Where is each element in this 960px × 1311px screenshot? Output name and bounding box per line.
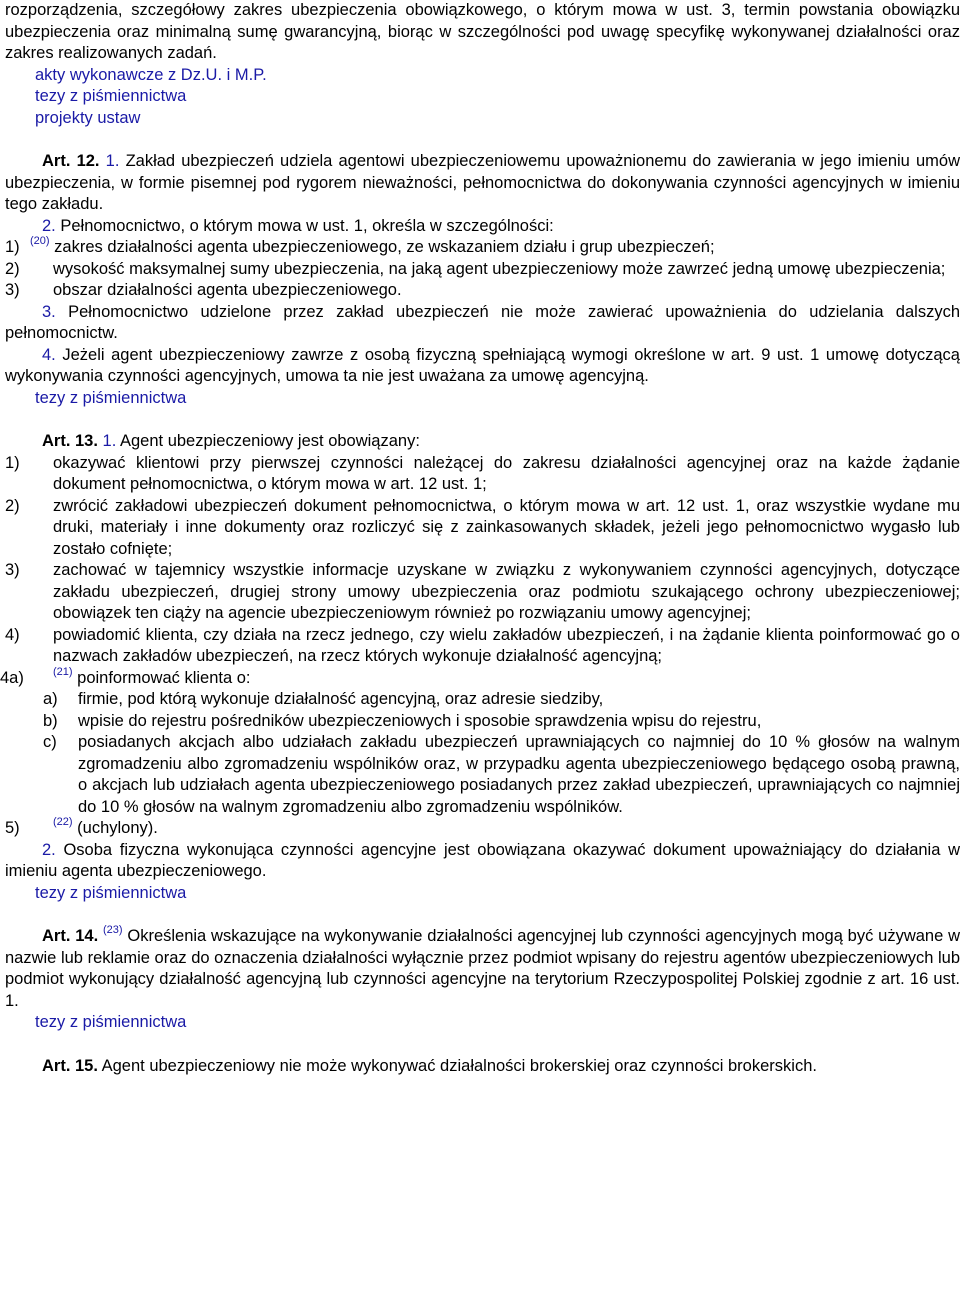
link-draft-laws[interactable]: projekty ustaw xyxy=(35,108,141,127)
art-13-title: Art. 13. xyxy=(42,432,98,450)
art-13-item-4-text: powiadomić klienta, czy działa na rzecz jednego, czy wielu zakładów ubezpieczeń, i na żądanie klienta poinformować go o nazwach zakładów ubezpieczeń, na rzecz których wykonuje działalność agencyjną; xyxy=(53,625,960,665)
art-13-item-4a xyxy=(0,665,960,690)
art-13-subitem-b-text: wpisie do rejestru pośredników ubezpieczeniowych i sposobie sprawdzenia wpisu do rejestru, xyxy=(78,711,762,730)
art-14-title: Art. 14. xyxy=(42,927,99,945)
art-13-item-4 xyxy=(5,625,960,668)
art-13-p1-number: 1. xyxy=(102,432,117,450)
art-12-item-2-number: 2) xyxy=(5,259,20,278)
art-12-item-3-text: obszar działalności agenta ubezpieczeniowego. xyxy=(53,281,402,299)
art-13-subitem-b-letter: b) xyxy=(43,711,58,730)
art-13-item-3-number: 3) xyxy=(5,561,20,579)
art-12-item-1 xyxy=(5,237,960,259)
art-12-item-3 xyxy=(5,280,960,302)
art-12-item-1-text: zakres działalności agenta ubezpieczeniowego, ze wskazaniem działu i grup ubezpieczeń; xyxy=(54,238,715,256)
art-13-item-2 xyxy=(5,496,960,561)
art-13-item-1-number: 1) xyxy=(5,453,20,472)
art-15-paragraph xyxy=(5,1056,960,1078)
art-12-item-1-number: 1) xyxy=(5,238,20,256)
footnote-ref-20[interactable]: (20) xyxy=(30,235,50,247)
art-13-item-2-text: zwrócić zakładowi ubezpieczeń dokument pełnomocnictwa, o którym mowa w art. 12 ust. 1, oraz wszystkie wydane mu druki, materiały i inne dokumenty oraz rozliczyć się z zainkasowanych składek, jeżeli jego pełnomocnictwo wygasło lub zostało cofnięte; xyxy=(53,496,960,558)
art-13-link-literature-theses[interactable]: tezy z piśmiennictwa xyxy=(35,883,187,902)
art-13-item-3 xyxy=(5,560,960,625)
art-13-item-4a-text: poinformować klienta o: xyxy=(77,668,251,687)
art-13-item-4a-number: 4a) xyxy=(0,668,24,687)
art-12-paragraph-1 xyxy=(5,151,960,216)
art-13-subitem-b xyxy=(5,711,960,733)
art-12-p4-text: Jeżeli agent ubezpieczeniowy zawrze z osobą fizyczną spełniającą wymogi określone w art. 9 ust. 1 umowę dotyczącą wykonywania czynności agencyjnych, umowa ta nie jest uważana za umowę agencyjną. xyxy=(5,345,960,385)
art-13-subitem-c-text: posiadanych akcjach albo udziałach zakładu ubezpieczeń uprawniających co najmniej do 10 % głosów na walnym zgromadzeniu albo zgromadzeniu wspólników oraz, w przypadku agenta ubezpieczeniowego będącego osobą prawną, o akcjach lub udziałach agenta ubezpieczeniowego posiadanych przez zakład ubezpieczeń, uprawniających co najmniej do 10 % głosów na walnym zgromadzeniu albo zgromadzeniu wspólników. xyxy=(78,733,960,816)
art-12-item-2-text: wysokość maksymalnej sumy ubezpieczenia, na jaką agent ubezpieczeniowy może zawrzeć jedną umowę ubezpieczenia; xyxy=(53,259,946,278)
art-13-item-4-number: 4) xyxy=(5,625,20,644)
art-12-title: Art. 12. xyxy=(42,152,100,170)
art-14-paragraph xyxy=(5,926,960,1012)
art-12-p3-number: 3. xyxy=(42,302,56,321)
art-13-subitem-a xyxy=(5,689,960,711)
art-12-item-2 xyxy=(5,259,960,281)
art-13-subitem-c xyxy=(5,732,960,818)
art-15-title: Art. 15. xyxy=(42,1056,98,1075)
art-12-p3-text: Pełnomocnictwo udzielone przez zakład ubezpieczeń nie może zawierać upoważnienia do udzielania dalszych pełnomocnictw. xyxy=(5,302,960,342)
art-13-item-2-number: 2) xyxy=(5,496,20,515)
art-12-paragraph-3 xyxy=(5,302,960,345)
art-13-p2-number: 2. xyxy=(42,840,56,859)
art-12-p4-number: 4. xyxy=(42,345,56,364)
art-12-p1-text: Zakład ubezpieczeń udziela agentowi ubezpieczeniowemu upoważnionemu do zawierania w jego imieniu umów ubezpieczenia, w formie pisemnej pod rygorem nieważności, pełnomocnictwa do dokonywania czynności agencyjnych w imieniu tego zakładu. xyxy=(5,152,960,213)
art-12-link-literature-theses[interactable]: tezy z piśmiennictwa xyxy=(35,388,187,407)
art-13-p1-text: Agent ubezpieczeniowy jest obowiązany: xyxy=(119,432,420,450)
art-13-p2-text: Osoba fizyczna wykonująca czynności agencyjne jest obowiązana okazywać dokument upoważniający do działania w imieniu agenta ubezpieczeniowego. xyxy=(5,840,960,880)
art-13-item-1-text: okazywać klientowi przy pierwszej czynności należącej do zakresu działalności agencyjnej oraz na każde żądanie dokument pełnomocnictwa, o którym mowa w art. 12 ust. 1; xyxy=(53,453,960,493)
footnote-ref-21[interactable]: (21) xyxy=(53,665,73,678)
art-13-paragraph-1 xyxy=(5,431,960,453)
art-13-item-5-text: (uchylony). xyxy=(77,819,158,837)
art-13-paragraph-2 xyxy=(5,840,960,883)
art-13-item-5 xyxy=(5,818,960,840)
link-literature-theses[interactable]: tezy z piśmiennictwa xyxy=(35,87,187,105)
art-14-link-literature-theses[interactable]: tezy z piśmiennictwa xyxy=(35,1013,187,1031)
art-12-p2-text: Pełnomocnictwo, o którym mowa w ust. 1, określa w szczególności: xyxy=(60,216,554,235)
art-15-text: Agent ubezpieczeniowy nie może wykonywać działalności brokerskiej oraz czynności brokerskich. xyxy=(101,1056,817,1075)
link-executive-acts[interactable]: akty wykonawcze z Dz.U. i M.P. xyxy=(35,65,267,84)
art-12-paragraph-2 xyxy=(5,216,960,238)
art-14-text: Określenia wskazujące na wykonywanie działalności agencyjnej lub czynności agencyjnych mogą być używane w nazwie lub reklamie oraz do oznaczenia działalności wyłącznie przez podmiot wpisany do rejestru agentów ubezpieczeniowych lub podmiot wykonujący działalność agencyjną lub czynności agencyjne na terytorium Rzeczypospolitej Polskiej zgodnie z art. 16 ust. 1. xyxy=(5,927,960,1010)
art-13-item-5-number: 5) xyxy=(5,819,20,837)
art-12-paragraph-4 xyxy=(5,345,960,388)
art-13-subitem-c-letter: c) xyxy=(43,733,57,751)
art-13-item-3-text: zachować w tajemnicy wszystkie informacje uzyskane w związku z wykonywaniem czynności agencyjnych, dotyczące zakładu ubezpieczeń, drugiej strony umowy ubezpieczenia oraz podmiotu szukającego ochrony ubezpieczeniowej; obowiązek ten ciąży na agencie ubezpieczeniowym również po rozwiązaniu umowy agencyjnej; xyxy=(53,561,960,622)
art-12-p2-number: 2. xyxy=(42,216,56,235)
art-13-subitem-a-text: firmie, pod którą wykonuje działalność agencyjną, oraz adresie siedziby, xyxy=(78,690,604,708)
art-12-item-3-number: 3) xyxy=(5,281,20,299)
footnote-ref-23[interactable]: (23) xyxy=(102,924,123,936)
footnote-ref-22[interactable]: (22) xyxy=(53,816,73,828)
art-13-item-1 xyxy=(5,453,960,496)
art-12-p1-number: 1. xyxy=(105,152,120,170)
art-13-subitem-a-letter: a) xyxy=(43,690,58,708)
intro-paragraph: rozporządzenia, szczegółowy zakres ubezpieczenia obowiązkowego, o którym mowa w ust. 3, termin powstania obowiązku ubezpieczenia oraz minimalną sumę gwarancyjną, biorąc w szczególności pod uwagę specyfikę wykonywanej działalności oraz zakres realizowanych zadań. xyxy=(5,1,960,62)
